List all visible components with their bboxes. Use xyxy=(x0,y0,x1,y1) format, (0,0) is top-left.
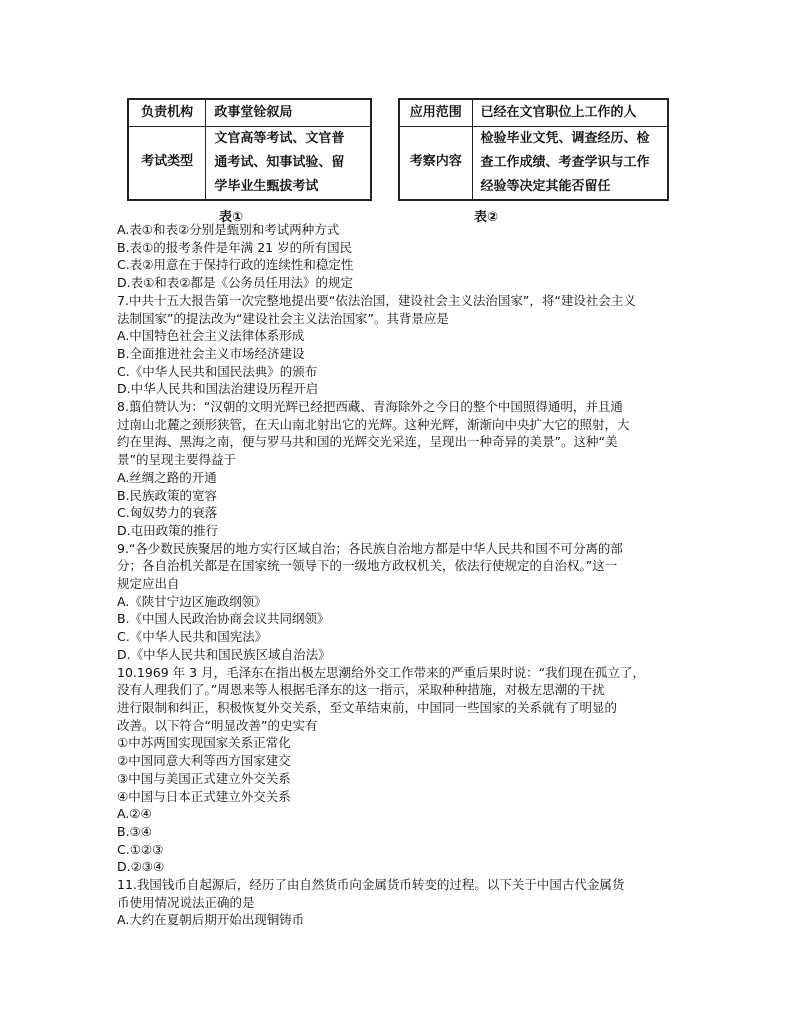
table-cell-line: 文官高等考试、文官普 xyxy=(214,130,345,146)
table-row xyxy=(128,99,371,126)
text-line: 约在里海、黑海之南，便与罗马共和国的光辉交光采连，呈现出一种奇异的美景”。这种“美 xyxy=(117,434,618,450)
text-line: C.《中华人民共和国宪法》 xyxy=(117,629,268,645)
text-line: 景”的呈现主要得益于 xyxy=(117,452,236,468)
text-line: A.②④ xyxy=(117,806,152,822)
text-line: C.①②③ xyxy=(117,841,164,857)
table-cell-line: 经验等决定其能否留任 xyxy=(480,178,611,194)
text-line: B.③④ xyxy=(117,823,152,839)
text-line: 分；各自治机关都是在国家统一领导下的一级地方政权机关，依法行使规定的自治权。”这一 xyxy=(117,558,618,574)
text-line: A.《陕甘宁边区施政纲领》 xyxy=(117,593,267,609)
text-line: 法制国家”的提法改为“建设社会主义法治国家”。其背景应是 xyxy=(117,310,449,326)
text-line: D.屯田政策的推行 xyxy=(117,522,219,538)
text-line: B.全面推进社会主义市场经济建设 xyxy=(117,345,305,361)
text-line: B.《中国人民政治协商会议共同纲领》 xyxy=(117,611,330,627)
table-row xyxy=(128,126,371,200)
text-line: 8.翦伯赞认为：“汉朝的文明光辉已经把西藏、青海除外之今日的整个中国照得通明，并且通 xyxy=(117,399,623,415)
text-line: B.民族政策的宽容 xyxy=(117,487,218,503)
text-line: D.表①和表②都是《公务员任用法》的规定 xyxy=(117,275,354,291)
table-1-value-exam-type xyxy=(206,126,371,200)
text-line: A.表①和表②分别是甄别和考试两种方式 xyxy=(117,222,340,237)
table-2 xyxy=(398,98,669,201)
text-line: B.表①的报考条件是年满 21 岁的所有国民 xyxy=(117,239,353,255)
table-2-caption: 表② xyxy=(474,210,499,225)
text-line: 7.中共十五大报告第一次完整地提出要“依法治国，建设社会主义法治国家”，将“建设社会主义 xyxy=(117,292,636,308)
text-line: 10.1969 年 3 月，毛泽东在指出极左思潮给外交工作带来的严重后果时说：“我们现在孤立了， xyxy=(117,664,646,680)
text-line: 11.我国钱币自起源后，经历了由自然货币向金属货币转变的过程。以下关于中国古代金属货 xyxy=(117,877,625,893)
text-line: D.中华人民共和国法治建设历程开启 xyxy=(117,381,319,397)
question-text xyxy=(117,221,677,929)
table-cell-line: 查工作成绩、考查学识与工作 xyxy=(480,154,650,170)
text-line: 规定应出自 xyxy=(117,576,180,592)
text-line: D.②③④ xyxy=(117,859,165,875)
table-cell-line: 学毕业生甄拔考试 xyxy=(214,178,319,194)
text-line: C.表②用意在于保持行政的连续性和稳定性 xyxy=(117,257,354,273)
table-2-key-scope: 应用范围 xyxy=(399,99,472,126)
table-1 xyxy=(127,98,372,201)
table-row xyxy=(399,126,668,200)
text-line: 9.“各少数民族聚居的地方实行区域自治；各民族自治地方都是中华人民共和国不可分离的部 xyxy=(117,540,623,556)
text-line: 改善。以下符合“明显改善”的史实有 xyxy=(117,717,318,733)
table-1-caption: 表① xyxy=(219,210,244,225)
text-line: A.丝绸之路的开通 xyxy=(117,469,217,485)
table-cell-line: 检验毕业文凭、调查经历、检 xyxy=(480,130,650,146)
table-row xyxy=(399,99,668,126)
table-1-key-agency: 负责机构 xyxy=(128,99,206,126)
text-line: C.《中华人民共和国民法典》的颁布 xyxy=(117,363,318,379)
text-line: 币使用情况说法正确的是 xyxy=(117,894,255,910)
text-line: A.中国特色社会主义法律体系形成 xyxy=(117,328,305,344)
text-line: ②中国同意大利等西方国家建交 xyxy=(117,753,291,769)
text-line: 进行限制和纠正，积极恢复外交关系，至文革结束前，中国同一些国家的关系就有了明显的 xyxy=(117,699,618,715)
table-1-key-exam-type: 考试类型 xyxy=(128,126,206,200)
table-cell-line: 通考试、知事试验、留 xyxy=(214,154,345,170)
text-line: ③中国与美国正式建立外交关系 xyxy=(117,770,291,786)
table-2-value-scope: 已经在文官职位上工作的人 xyxy=(472,99,668,126)
text-line: 没有人理我们了。”周恩来等人根据毛泽东的这一指示，采取种种措施，对极左思潮的干扰 xyxy=(117,682,605,698)
text-line: D.《中华人民共和国民族区域自治法》 xyxy=(117,646,331,662)
text-line: 过南山北麓之颈形狭管，在天山南北射出它的光辉。这种光辉，渐渐向中央扩大它的照射，大 xyxy=(117,416,630,432)
text-line: ④中国与日本正式建立外交关系 xyxy=(117,788,291,804)
text-line: C.匈奴势力的衰落 xyxy=(117,505,218,521)
table-2-value-content xyxy=(472,126,668,200)
text-line: A.大约在夏朝后期开始出现铜铸币 xyxy=(117,912,305,928)
table-1-value-agency: 政事堂铨叙局 xyxy=(206,99,371,126)
text-line: ①中苏两国实现国家关系正常化 xyxy=(117,735,291,751)
table-2-key-content: 考察内容 xyxy=(399,126,472,200)
